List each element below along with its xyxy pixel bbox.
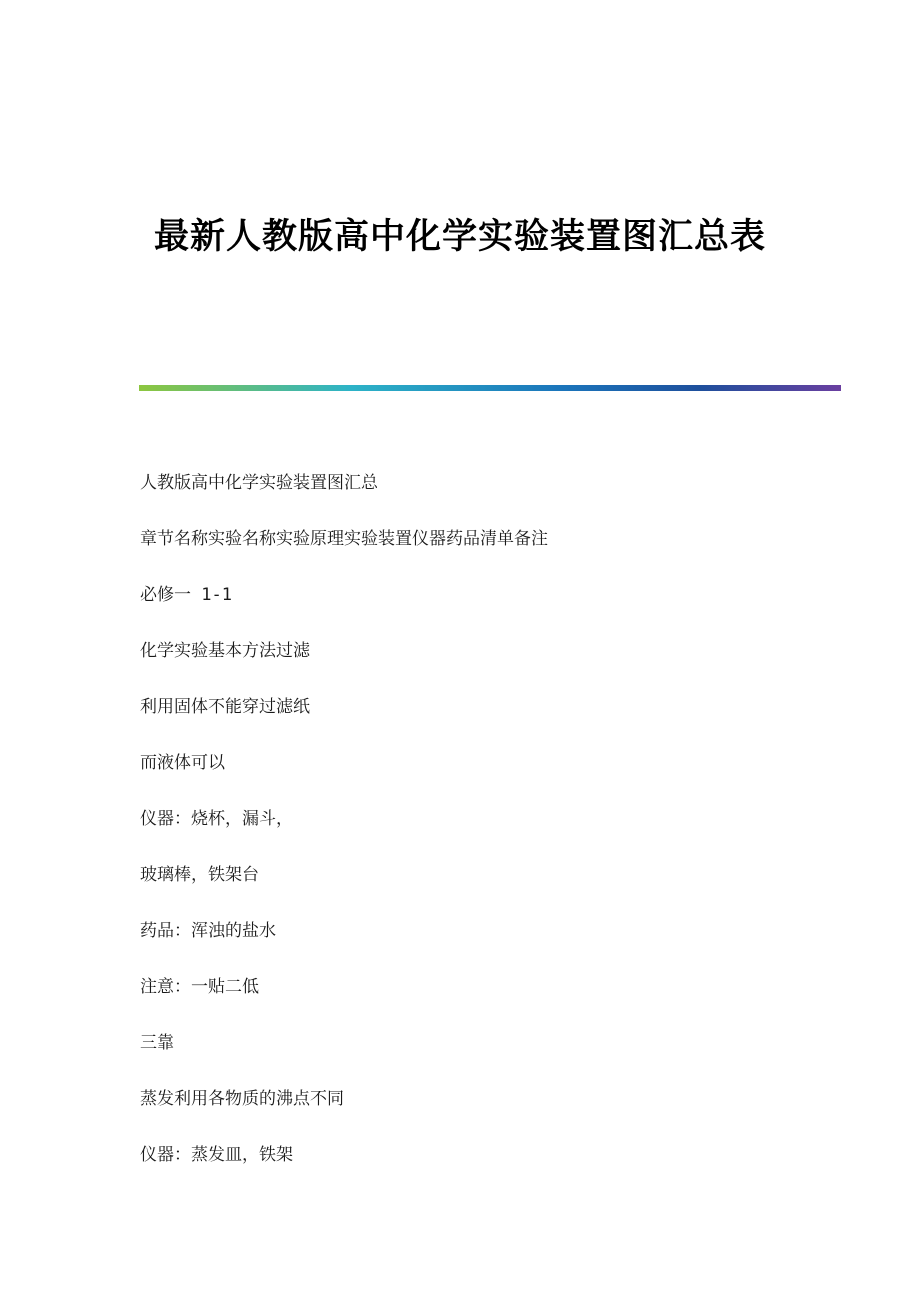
text-line: 必修一 1-1	[140, 585, 232, 605]
text-line: 人教版高中化学实验装置图汇总	[140, 473, 378, 493]
text-line: 玻璃棒，铁架台	[140, 865, 259, 885]
text-line: 仪器：烧杯，漏斗，	[140, 809, 293, 829]
text-line: 章节名称实验名称实验原理实验装置仪器药品清单备注	[140, 529, 548, 549]
text-line: 注意：一贴二低	[140, 977, 259, 997]
text-line: 三靠	[140, 1033, 174, 1053]
document-body	[140, 470, 840, 1198]
text-line: 仪器：蒸发皿，铁架	[140, 1145, 293, 1165]
text-line: 利用固体不能穿过滤纸	[140, 697, 310, 717]
text-line: 而液体可以	[140, 753, 225, 773]
document-title: 最新人教版高中化学实验装置图汇总表	[153, 216, 766, 257]
text-line: 蒸发利用各物质的沸点不同	[140, 1089, 344, 1109]
gradient-divider	[139, 385, 841, 391]
text-line: 化学实验基本方法过滤	[140, 641, 310, 661]
text-line: 药品：浑浊的盐水	[140, 921, 276, 941]
